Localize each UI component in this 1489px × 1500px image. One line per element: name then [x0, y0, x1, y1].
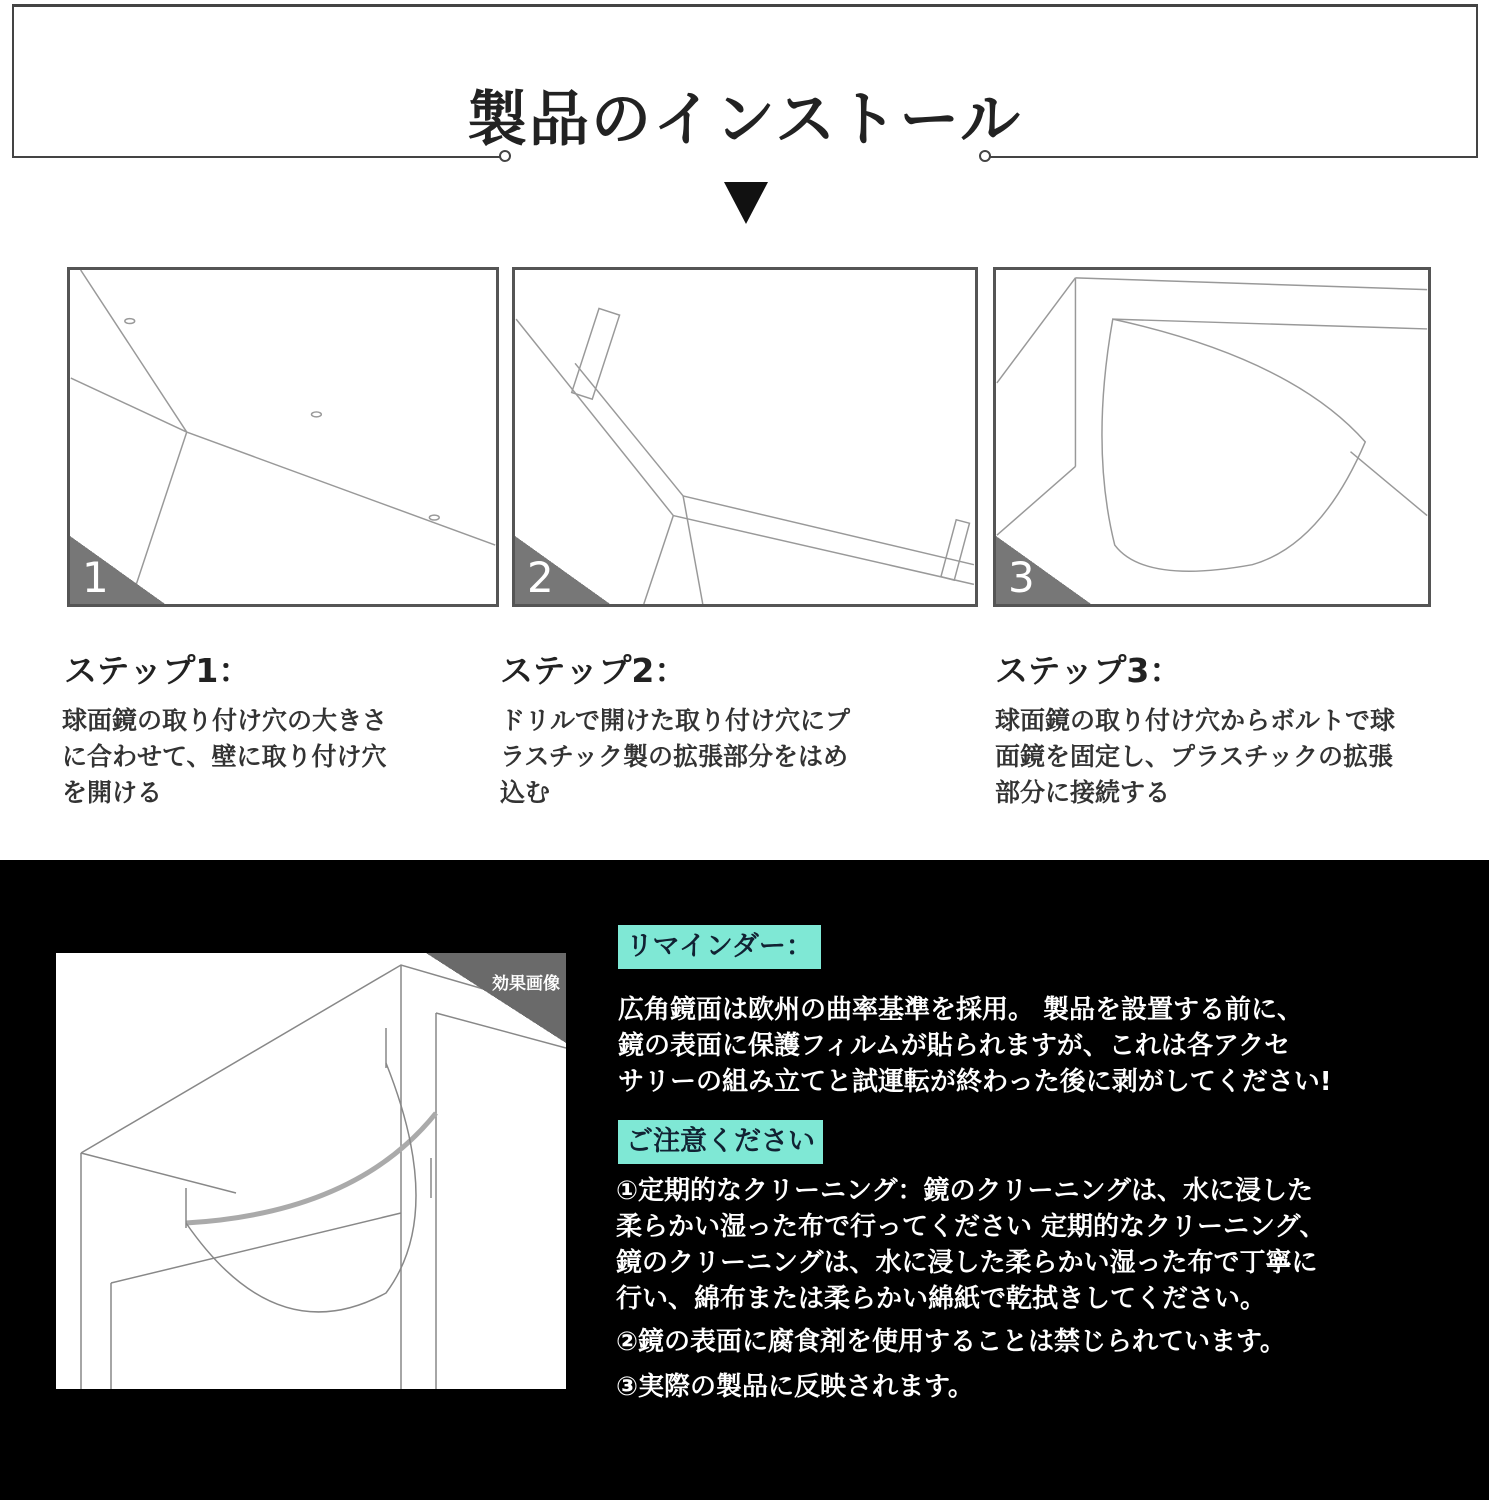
step-3-image	[993, 267, 1431, 607]
reminder-text: 広角鏡面は欧州の曲率基準を採用。 製品を設置する前に、 鏡の表面に保護フィルムが貼られますが、これは各アクセ サリーの組み立てと試運転が終わった後に剥がしてください!	[618, 995, 1332, 1097]
page-title: 製品のインストール	[467, 85, 1022, 155]
step-1-image	[67, 267, 499, 607]
step-3-heading: ステップ3：	[995, 651, 1183, 690]
caution-label: ご注意ください	[618, 1120, 823, 1164]
caution-item-2: ②鏡の表面に腐食剤を使用することは禁じられています。	[616, 1327, 1286, 1357]
effect-image-tag: 効果画像	[426, 953, 566, 1043]
step-number-badge: 1	[70, 536, 165, 604]
step-1-heading: ステップ1：	[64, 651, 252, 690]
step-2-text: ドリルで開けた取り付け穴にプ ラスチック製の拡張部分をはめ 込む	[500, 706, 851, 807]
down-arrow-icon	[724, 182, 768, 224]
step-1-text: 球面鏡の取り付け穴の大きさ に合わせて、壁に取り付け穴 を開ける	[62, 706, 388, 807]
reminder-label: リマインダー：	[618, 925, 821, 969]
installed-mirror-illustration	[56, 953, 566, 1389]
step-number-badge: 2	[515, 536, 610, 604]
step-number-badge: 3	[996, 536, 1091, 604]
caution-item-1: ①定期的なクリーニング：鏡のクリーニングは、水に浸した 柔らかい湿った布で行ってください 定期的なクリーニング、 鏡のクリーニングは、水に浸した柔らかい湿った布で丁寧に 行い、綿布または柔らかい綿紙で乾拭きしてください。	[616, 1176, 1326, 1314]
caution-item-3: ③実際の製品に反映されます。	[616, 1372, 974, 1402]
step-3-text: 球面鏡の取り付け穴からボルトで球 面鏡を固定し、プラスチックの拡張 部分に接続する	[995, 706, 1396, 807]
step-2-image	[512, 267, 978, 607]
step-2-heading: ステップ2：	[500, 651, 688, 690]
